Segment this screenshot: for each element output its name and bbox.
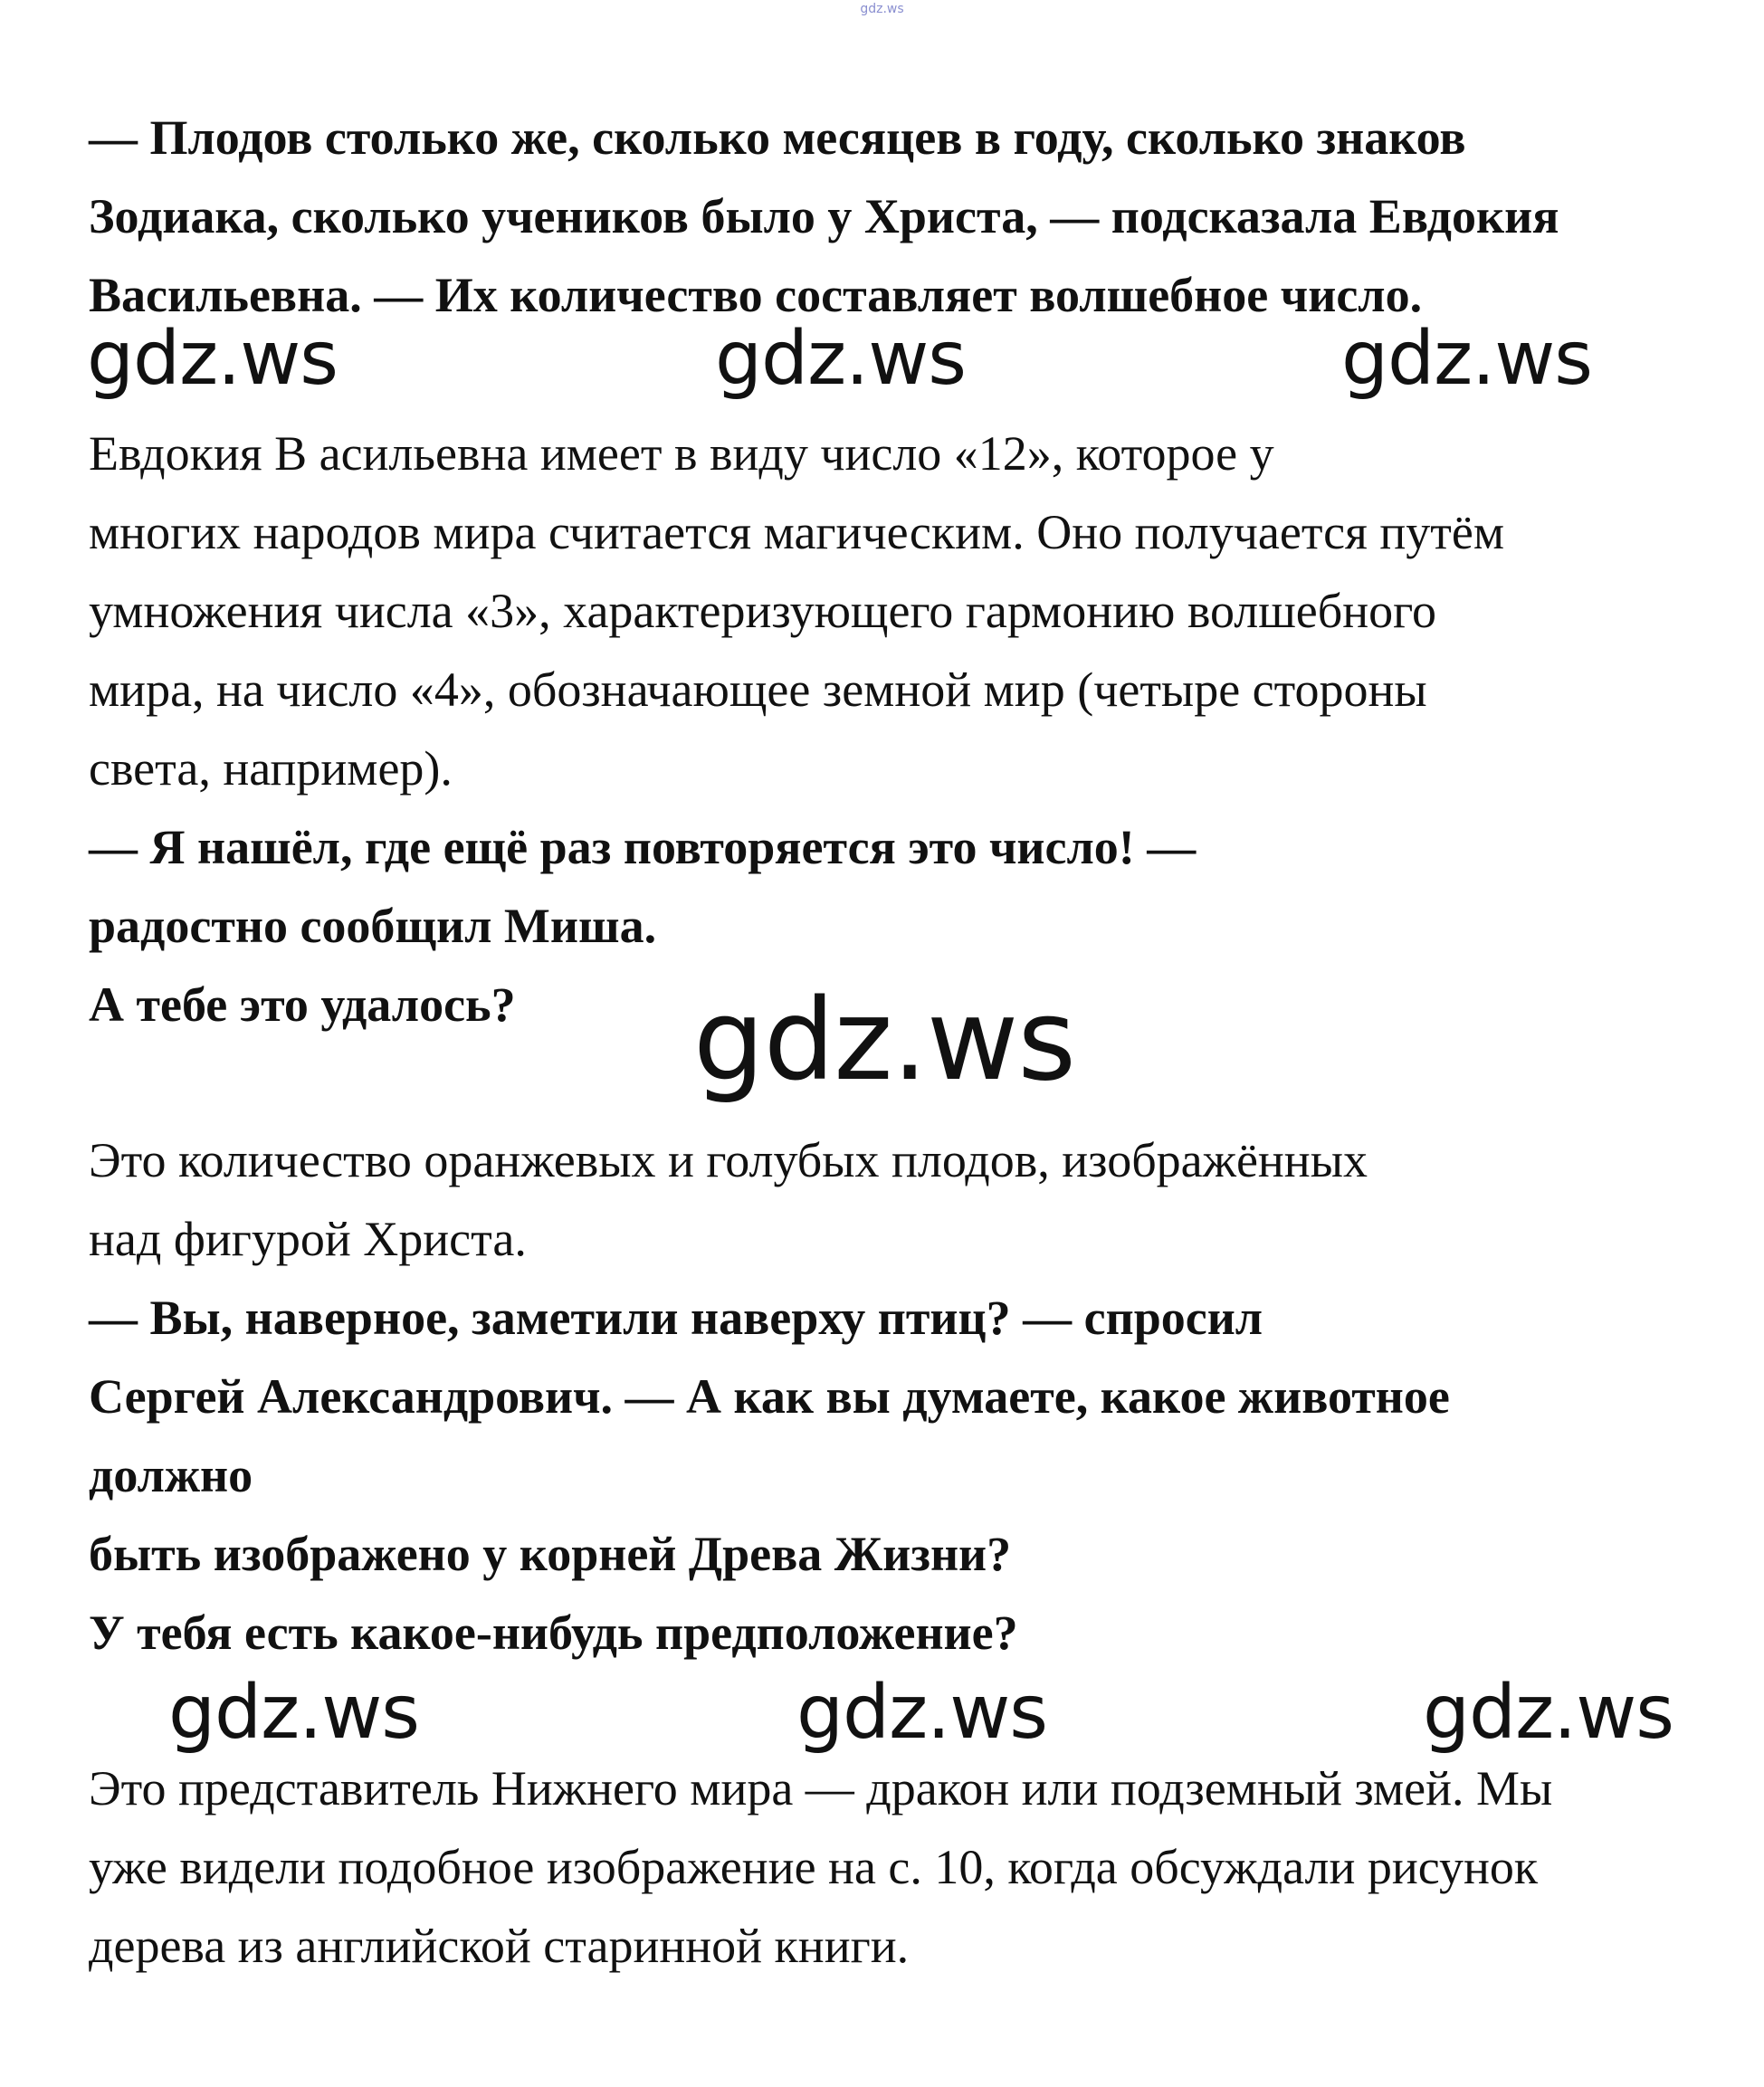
text-line-2: Зодиака, сколько учеников было у Христа, — подсказала Евдокия (89, 189, 1559, 243)
header-watermark: gdz.ws (860, 2, 904, 16)
text-line-7: мира, на число «4», обозначающее земной мир (четыре стороны (89, 662, 1427, 717)
text-line-4: Евдокия В асильевна имеет в виду число «12», которое у (89, 426, 1274, 481)
text-line-8: света, например). (89, 741, 453, 796)
text-line-14: — Вы, наверное, заметили наверху птиц? — спросил (89, 1291, 1263, 1345)
text-line-1: — Плодов столько же, сколько месяцев в году, сколько знаков (89, 110, 1466, 165)
text-line-9: — Я нашёл, где ещё раз повторяется это число! — (89, 820, 1197, 874)
watermark: gdz.ws (715, 316, 966, 402)
text-line-21: дерева из английской старинной книги. (89, 1919, 910, 1973)
text-line-11: А тебе это удалось? (89, 977, 516, 1032)
text-line-3: Васильевна. — Их количество составляет волшебное число. (89, 268, 1423, 322)
watermark: gdz.ws (1423, 1670, 1673, 1756)
text-line-15: Сергей Александрович. — А как вы думаете, какое животное (89, 1369, 1450, 1424)
watermark-large: gdz.ws (693, 976, 1075, 1106)
text-line-18: У тебя есть какое-нибудь предположение? (89, 1606, 1018, 1660)
text-line-13: над фигурой Христа. (89, 1212, 527, 1266)
text-line-16: должно (89, 1448, 253, 1502)
text-line-5: многих народов мира считается магическим. Оно получается путём (89, 505, 1505, 559)
text-line-12: Это количество оранжевых и голубых плодов, изображённых (89, 1133, 1368, 1187)
text-line-6: умножения числа «3», характеризующего гармонию волшебного (89, 584, 1436, 638)
text-line-17: быть изображено у корней Древа Жизни? (89, 1527, 1012, 1581)
watermark: gdz.ws (87, 316, 338, 402)
watermark: gdz.ws (168, 1670, 419, 1756)
watermark: gdz.ws (1341, 316, 1592, 402)
text-line-19: Это представитель Нижнего мира — дракон или подземный змей. Мы (89, 1761, 1553, 1815)
watermark: gdz.ws (796, 1670, 1047, 1756)
text-line-10: радостно сообщил Миша. (89, 899, 657, 953)
text-line-20: уже видели подобное изображение на с. 10, когда обсуждали рисунок (89, 1840, 1539, 1894)
